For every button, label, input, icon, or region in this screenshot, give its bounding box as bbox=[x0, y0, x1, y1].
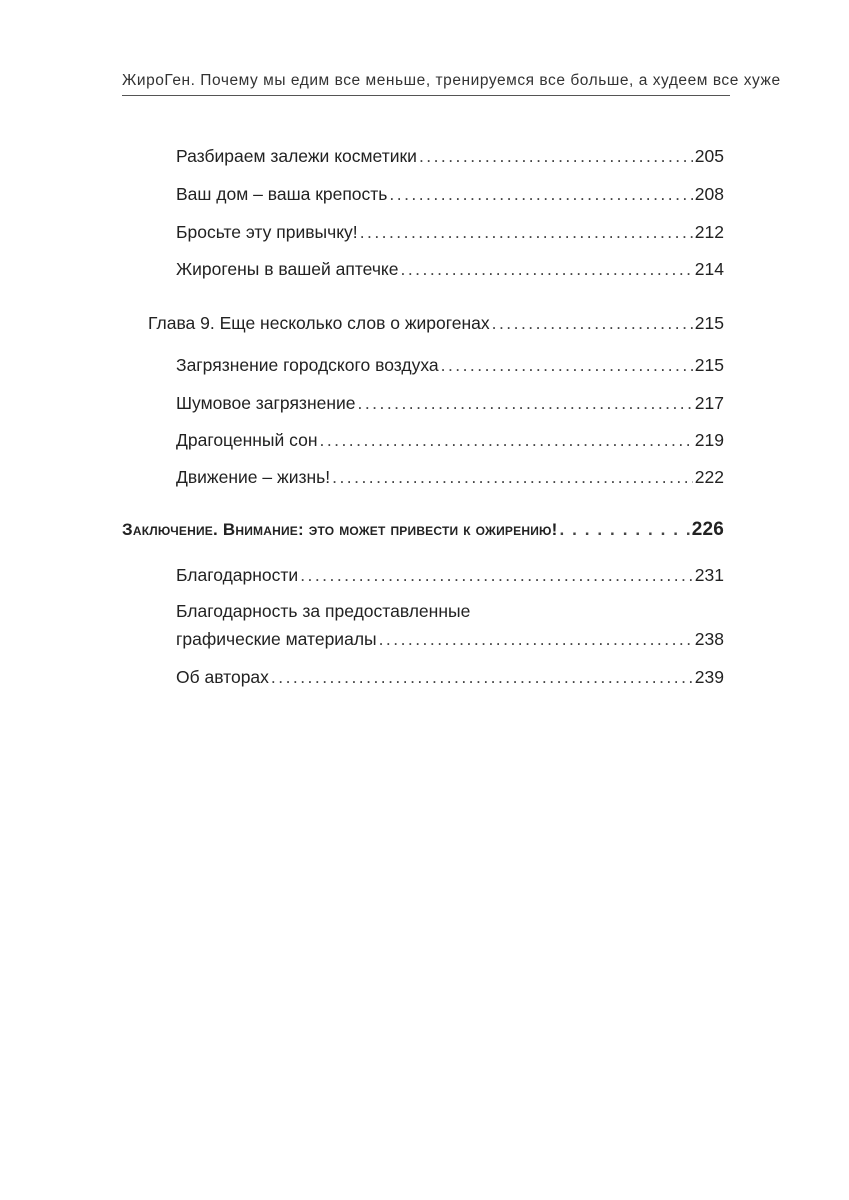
toc-chapter-entry bbox=[148, 312, 724, 334]
toc-entry-title-line2: графические материалы bbox=[176, 629, 377, 649]
toc-entry-title: Ваш дом – ваша крепость bbox=[176, 184, 388, 204]
dot-leader bbox=[379, 628, 693, 650]
header-rule bbox=[122, 95, 730, 96]
toc-entry bbox=[176, 354, 724, 376]
dot-leader bbox=[401, 258, 693, 280]
toc-entry-title: Глава 9. Еще несколько слов о жирогенах bbox=[148, 313, 490, 333]
toc-entry bbox=[176, 564, 724, 586]
toc-entry-title: Шумовое загрязнение bbox=[176, 393, 356, 413]
dot-leader bbox=[271, 666, 693, 688]
toc-entry-line2 bbox=[176, 628, 724, 650]
toc-entry-page: 208 bbox=[694, 184, 724, 204]
dot-leader bbox=[492, 312, 693, 334]
toc-entry-page: 238 bbox=[694, 629, 724, 649]
dot-leader bbox=[419, 145, 693, 167]
dot-leader bbox=[358, 392, 693, 414]
toc-entry-page: 226 bbox=[691, 519, 724, 540]
toc-entry bbox=[176, 221, 724, 243]
toc-entry-page: 214 bbox=[694, 259, 724, 279]
toc-entry-title: Бросьте эту привычку! bbox=[176, 222, 358, 242]
toc-entry-title: Жирогены в вашей аптечке bbox=[176, 259, 399, 279]
toc-entry-title-line1: Благодарность за предоставленные bbox=[176, 601, 471, 621]
toc-entry-page: 212 bbox=[694, 222, 724, 242]
dot-leader bbox=[300, 564, 693, 586]
toc-entry-title: Движение – жизнь! bbox=[176, 467, 331, 487]
toc-entry bbox=[176, 429, 724, 451]
toc-entry bbox=[176, 183, 724, 205]
dot-leader bbox=[332, 466, 693, 488]
toc-entry-page: 217 bbox=[694, 393, 724, 413]
toc-entry-title: Драгоценный сон bbox=[176, 430, 318, 450]
dot-leader bbox=[320, 429, 693, 451]
dot-leader bbox=[389, 183, 692, 205]
toc-entry-title: Загрязнение городского воздуха bbox=[176, 355, 439, 375]
running-head: ЖироГен. Почему мы едим все меньше, тренируемся все больше, а худеем все хуже bbox=[122, 72, 781, 89]
toc-entry-title: Разбираем залежи косметики bbox=[176, 146, 417, 166]
toc-entry bbox=[176, 392, 724, 414]
toc-entry bbox=[176, 258, 724, 280]
toc-part-entry bbox=[122, 519, 724, 541]
dot-leader bbox=[441, 354, 693, 376]
dot-leader bbox=[360, 221, 693, 243]
toc-entry-page: 239 bbox=[694, 667, 724, 687]
toc-entry bbox=[176, 466, 724, 488]
toc-entry-page: 222 bbox=[694, 467, 724, 487]
toc-entry-page: 205 bbox=[694, 146, 724, 166]
toc-entry-title: Благодарности bbox=[176, 565, 299, 585]
dot-leader bbox=[559, 519, 689, 541]
toc-entry bbox=[176, 600, 724, 650]
toc-entry bbox=[176, 666, 724, 688]
toc-entry-page: 231 bbox=[694, 565, 724, 585]
toc-entry-title: Об авторах bbox=[176, 667, 269, 687]
toc-entry-title: Заключение. Внимание: это может привести к ожирению! bbox=[122, 520, 558, 539]
toc-entry bbox=[176, 145, 724, 167]
toc-entry-page: 215 bbox=[694, 313, 724, 333]
toc-entry-page: 219 bbox=[694, 430, 724, 450]
toc-entry-page: 215 bbox=[694, 355, 724, 375]
